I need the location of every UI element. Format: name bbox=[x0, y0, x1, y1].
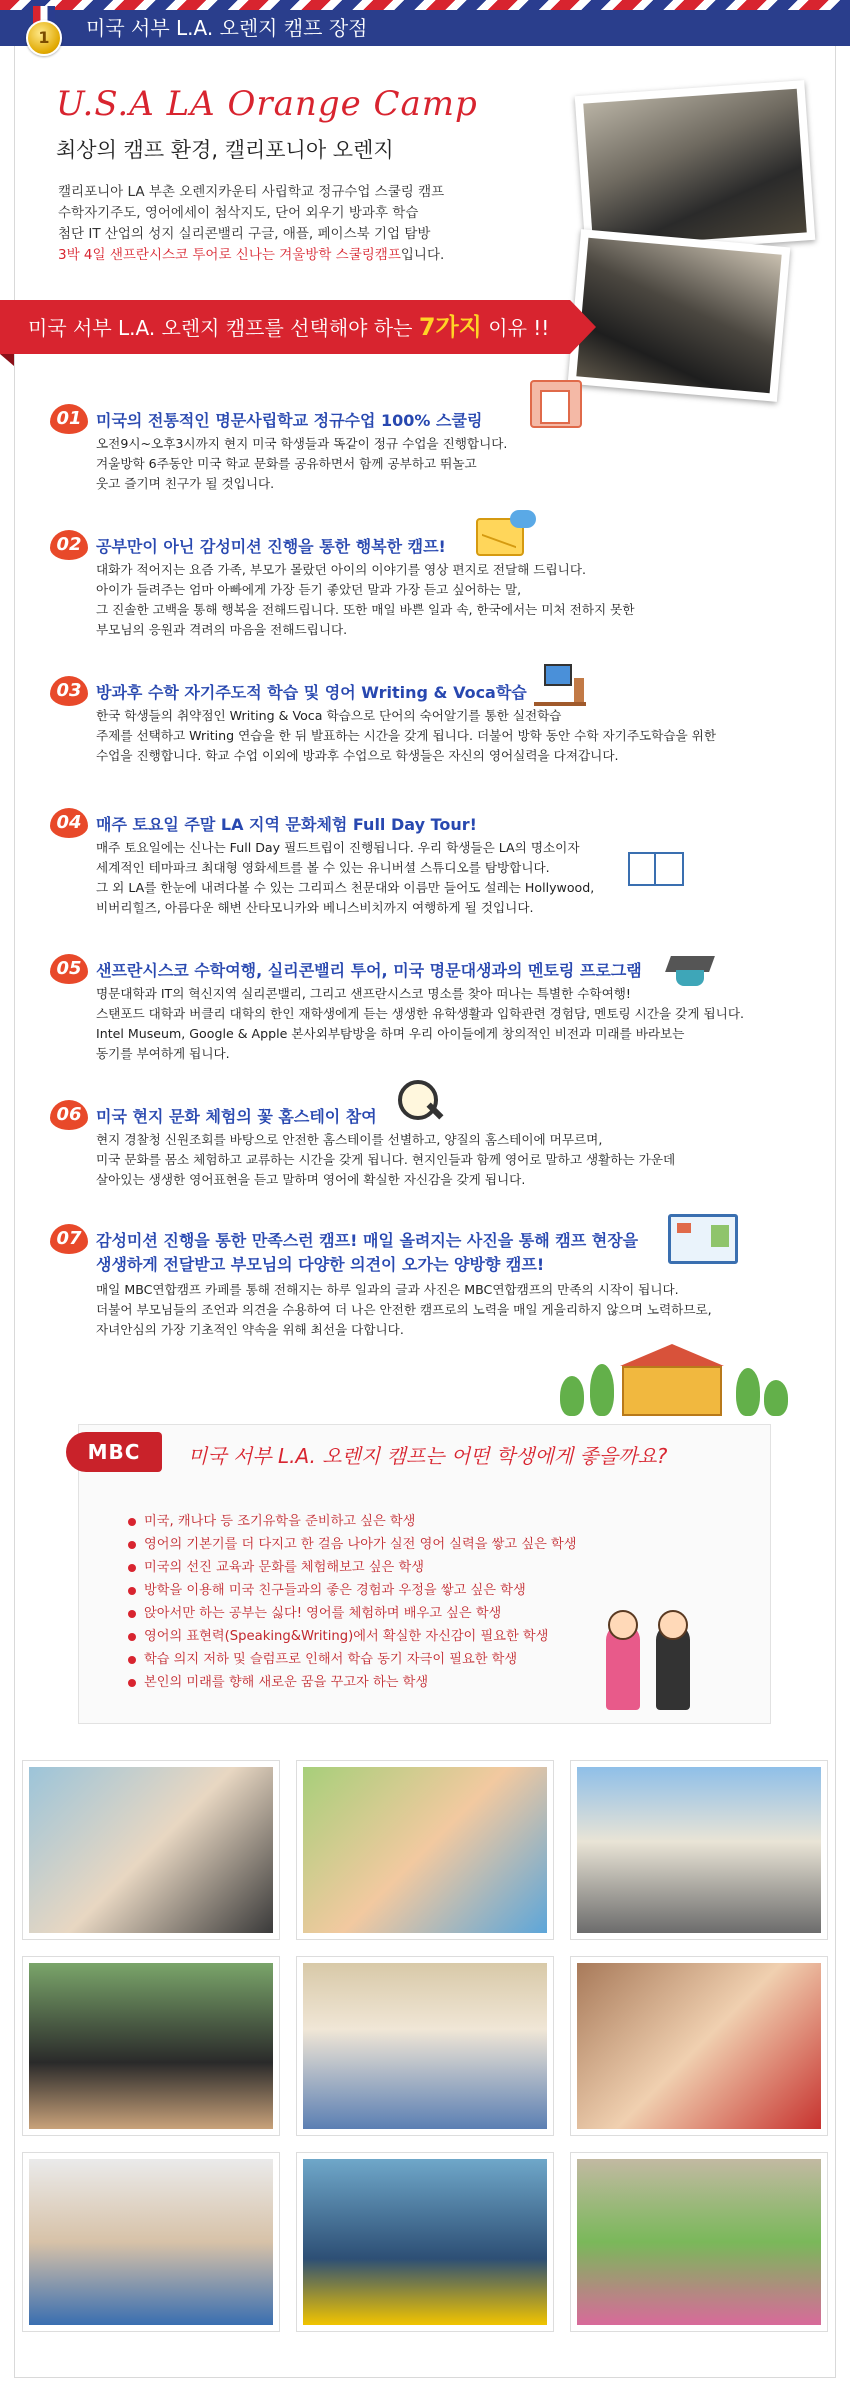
reason-line: 살아있는 생생한 영어표현을 듣고 말하며 영어에 확실한 자신감을 갖게 됩니다. bbox=[96, 1172, 526, 1187]
reason-body bbox=[96, 1130, 796, 1190]
reason-line: 오전9시~오후3시까지 현지 미국 학생들과 똑같이 정규 수업을 진행합니다. bbox=[96, 436, 508, 451]
intro-line: 수학자기주도, 영어에세이 첨삭지도, 단어 외우기 방과후 학습 bbox=[58, 205, 419, 221]
reason-line: 현지 경찰청 신원조회를 바탕으로 안전한 홈스테이를 선별하고, 양질의 홈스테이에 머무르며, bbox=[96, 1132, 603, 1147]
camp-photo bbox=[22, 1760, 280, 1940]
reason-body bbox=[96, 984, 796, 1064]
reason-line: 세계적인 테마파크 최대형 영화세트를 볼 수 있는 유니버셜 스튜디오를 탐방합니다. bbox=[96, 860, 550, 875]
reason-line: 그 진솔한 고백을 통해 행복을 전해드립니다. 또한 매일 바쁜 일과 속, 한국에서는 미처 전하지 못한 bbox=[96, 602, 635, 617]
reason-line: Intel Museum, Google & Apple 본사외부탐방을 하며 우리 아이들에게 창의적인 비전과 미래를 바라보는 bbox=[96, 1026, 685, 1041]
notebook-icon bbox=[530, 380, 582, 428]
camp-photo bbox=[22, 1956, 280, 2136]
reason-line: 더불어 부모님들의 조언과 의견을 수용하여 더 나은 안전한 캠프로의 노력을 매일 게을리하지 않으며 노력하므로, bbox=[96, 1302, 712, 1317]
reason-line: 명문대학과 IT의 혁신지역 실리콘밸리, 그리고 샌프란시스코 명소를 찾아 떠나는 특별한 수학여행! bbox=[96, 986, 631, 1001]
list-item: 방학을 이용해 미국 친구들과의 좋은 경험과 우정을 쌓고 싶은 학생 bbox=[128, 1579, 648, 1602]
reason-number: 07 bbox=[50, 1224, 88, 1254]
reason-title: 공부만이 아닌 감성미션 진행을 통한 행복한 캠프! bbox=[96, 537, 446, 556]
reason-line: 미국 문화를 몸소 체험하고 교류하는 시간을 갖게 됩니다. 현지인들과 함께 영어로 말하고 생활하는 가운데 bbox=[96, 1152, 676, 1167]
school-building-icon bbox=[622, 1366, 722, 1416]
reason-number: 04 bbox=[50, 808, 88, 838]
reason-line: 매일 MBC연합캠프 카페를 통해 전해지는 하루 일과의 글과 사진은 MBC연합캠프의 만족의 시작이 됩니다. bbox=[96, 1282, 679, 1297]
reason-line: 비버리힐즈, 아름다운 해변 산타모니카와 베니스비치까지 여행하게 될 것입니다. bbox=[96, 900, 534, 915]
tree-icon bbox=[764, 1380, 788, 1416]
reason-line: 그 외 LA를 한눈에 내려다볼 수 있는 그리피스 천문대와 이름만 들어도 설레는 Hollywood, bbox=[96, 880, 595, 895]
list-item: 영어의 기본기를 더 다지고 한 걸음 나아가 실전 영어 실력을 쌓고 싶은 학생 bbox=[128, 1533, 648, 1556]
target-list bbox=[128, 1510, 648, 1694]
camp-photo bbox=[570, 1956, 828, 2136]
desk-icon bbox=[534, 658, 586, 706]
reason-item bbox=[50, 530, 770, 650]
camp-photo bbox=[296, 1760, 554, 1940]
reason-line: 부모님의 응원과 격려의 마음을 전해드립니다. bbox=[96, 622, 348, 637]
camp-photo bbox=[296, 2152, 554, 2332]
airmail-stripes bbox=[0, 0, 850, 10]
intro-line: 첨단 IT 산업의 성지 실리콘밸리 구글, 애플, 페이스북 기업 탐방 bbox=[58, 226, 431, 242]
list-item: 미국의 선진 교육과 문화를 체험해보고 싶은 학생 bbox=[128, 1556, 648, 1579]
reason-title-line2: 생생하게 전달받고 부모님의 다양한 의견이 오가는 양방향 캠프! bbox=[96, 1255, 545, 1274]
reason-line: 웃고 즐기며 친구가 될 것입니다. bbox=[96, 476, 275, 491]
tree-icon bbox=[736, 1368, 760, 1416]
reason-number: 06 bbox=[50, 1100, 88, 1130]
list-item: 본인의 미래를 향해 새로운 꿈을 꾸고자 하는 학생 bbox=[128, 1671, 648, 1694]
graduate-kids-illustration bbox=[596, 1610, 716, 1710]
reason-number: 02 bbox=[50, 530, 88, 560]
reason-line: 주제를 선택하고 Writing 연습을 한 뒤 발표하는 시간을 갖게 됩니다. 더불어 방학 동안 수학 자기주도학습을 위한 bbox=[96, 728, 716, 743]
intro-description bbox=[58, 182, 528, 266]
reason-body bbox=[96, 706, 746, 766]
reason-line: 겨울방학 6주동안 미국 학교 문화를 공유하면서 함께 공부하고 뛰놀고 bbox=[96, 456, 477, 471]
reason-item bbox=[50, 954, 770, 1074]
mbc-logo: MBC bbox=[66, 1432, 162, 1472]
tree-icon bbox=[560, 1376, 584, 1416]
reason-line: 동기를 부여하게 됩니다. bbox=[96, 1046, 230, 1061]
reason-line: 아이가 들려주는 엄마 아빠에게 가장 듣기 좋았던 말과 가장 듣고 싶어하는 말, bbox=[96, 582, 522, 597]
reason-line: 수업을 진행합니다. 학교 수업 이외에 방과후 수업으로 학생들은 자신의 영어실력을 다져갑니다. bbox=[96, 748, 619, 763]
headline-suffix: 이유 !! bbox=[481, 316, 550, 340]
reason-item bbox=[50, 1224, 770, 1354]
reason-title: 방과후 수학 자기주도적 학습 및 영어 Writing & Voca학습 bbox=[96, 683, 527, 702]
reason-body bbox=[96, 560, 746, 640]
intro-photos bbox=[560, 88, 820, 398]
list-item: 앉아서만 하는 공부는 싫다! 영어를 체험하며 배우고 싶은 학생 bbox=[128, 1602, 648, 1625]
reason-line: 대화가 적어지는 요즘 가족, 부모가 몰랐던 아이의 이야기를 영상 편지로 전달해 드립니다. bbox=[96, 562, 587, 577]
reason-number: 05 bbox=[50, 954, 88, 984]
reason-line: 자녀안심의 가장 기초적인 약속을 위해 최선을 다합니다. bbox=[96, 1322, 404, 1337]
reason-line: 스탠포드 대학과 버클리 대학의 한인 재학생에게 듣는 생생한 유학생활과 입학관련 경험담, 멘토링 시간을 갖게 됩니다. bbox=[96, 1006, 744, 1021]
reason-line: 매주 토요일에는 신나는 Full Day 필드트립이 진행됩니다. 우리 학생들은 LA의 명소이자 bbox=[96, 840, 580, 855]
list-item: 학습 의지 저하 및 슬럼프로 인해서 학습 동기 자극이 필요한 학생 bbox=[128, 1648, 648, 1671]
camp-photo bbox=[296, 1956, 554, 2136]
reason-title: 미국 현지 문화 체험의 꽃 홈스테이 참여 bbox=[96, 1107, 377, 1126]
list-item: 미국, 캐나다 등 조기유학을 준비하고 싶은 학생 bbox=[128, 1510, 648, 1533]
reason-item bbox=[50, 676, 770, 776]
reason-number: 01 bbox=[50, 404, 88, 434]
medal-number: 1 bbox=[26, 20, 62, 56]
headline-prefix: 미국 서부 L.A. 오렌지 캠프를 선택해야 하는 bbox=[28, 316, 419, 340]
camp-photo bbox=[570, 2152, 828, 2332]
reason-body bbox=[96, 1280, 796, 1340]
camp-photo bbox=[22, 2152, 280, 2332]
reason-line: 한국 학생들의 취약점인 Writing & Voca 학습으로 단어의 숙어알기를 통한 실전학습 bbox=[96, 708, 562, 723]
intro-subtitle: 최상의 캠프 환경, 캘리포니아 오렌지 bbox=[56, 138, 394, 162]
header-title: 미국 서부 L.A. 오렌지 캠프 장점 bbox=[86, 16, 368, 40]
reason-body bbox=[96, 434, 746, 494]
header-banner bbox=[0, 0, 850, 46]
target-title: 미국 서부 L.A. 오렌지 캠프는 어떤 학생에게 좋을까요? bbox=[188, 1444, 668, 1468]
ribbon-fold bbox=[0, 354, 14, 366]
reason-title: 감성미션 진행을 통한 만족스런 캠프! 매일 올려지는 사진을 통해 캠프 현장을 bbox=[96, 1231, 639, 1250]
intro-line: 캘리포니아 LA 부촌 오렌지카운티 사립학교 정규수업 스쿨링 캠프 bbox=[58, 184, 445, 200]
intro-highlight: 3박 4일 샌프란시스코 투어로 신나는 겨울방학 스쿨링캠프 bbox=[58, 247, 401, 263]
student-photo bbox=[568, 229, 791, 402]
kid-head bbox=[658, 1610, 688, 1640]
chat-bubble-icon bbox=[510, 510, 536, 528]
camp-photo bbox=[570, 1760, 828, 1940]
kid-head bbox=[608, 1610, 638, 1640]
headline-text bbox=[28, 300, 549, 354]
school-illustration bbox=[560, 1356, 790, 1416]
book-icon bbox=[628, 838, 680, 886]
reason-title: 매주 토요일 주말 LA 지역 문화체험 Full Day Tour! bbox=[96, 815, 477, 834]
intro-line bbox=[58, 245, 528, 266]
list-item: 영어의 표현력(Speaking&Writing)에서 확실한 자신감이 필요한 학생 bbox=[128, 1625, 648, 1648]
intro-title: U.S.A LA Orange Camp bbox=[56, 84, 478, 124]
reason-number: 03 bbox=[50, 676, 88, 706]
tree-icon bbox=[590, 1364, 614, 1416]
intro-line-tail: 입니다. bbox=[400, 247, 445, 263]
house-search-icon bbox=[392, 1076, 444, 1124]
graduation-cap-icon bbox=[664, 948, 716, 996]
reason-title: 미국의 전통적인 명문사립학교 정규수업 100% 스쿨링 bbox=[96, 411, 483, 430]
headline-accent: 7가지 bbox=[418, 313, 482, 341]
student-photo bbox=[575, 80, 816, 256]
reason-item bbox=[50, 404, 770, 504]
web-page-icon bbox=[668, 1214, 738, 1264]
school-roof bbox=[620, 1344, 724, 1366]
reason-title: 샌프란시스코 수학여행, 실리콘밸리 투어, 미국 명문대생과의 멘토링 프로그램 bbox=[96, 961, 642, 980]
